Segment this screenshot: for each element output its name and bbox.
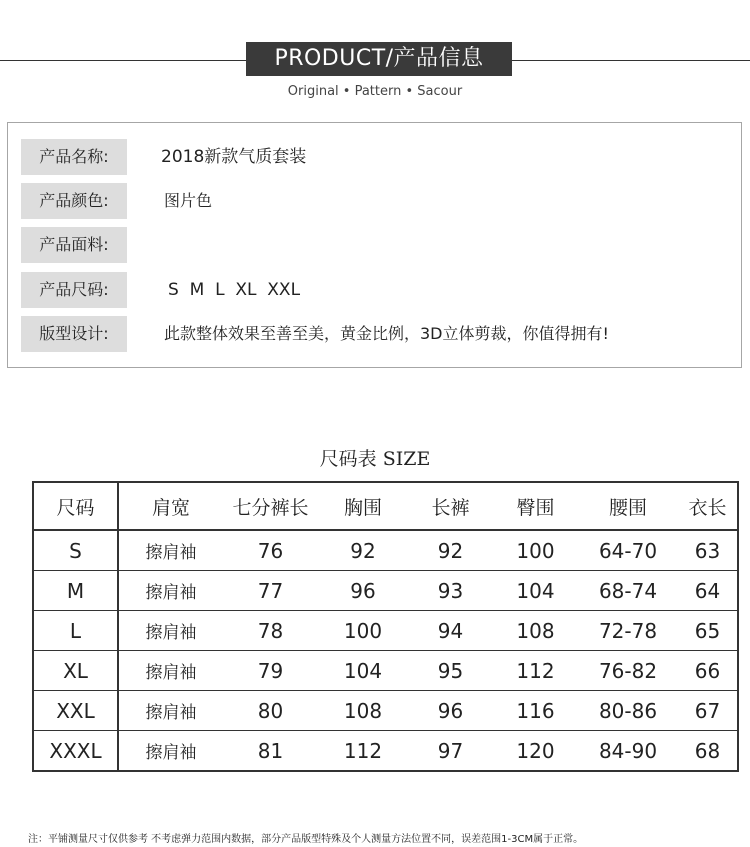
header-cell: 腰围 <box>578 482 678 530</box>
table-cell: 63 <box>678 530 738 571</box>
size-table-header <box>33 482 738 530</box>
table-cell: 68 <box>678 731 738 772</box>
table-cell: 112 <box>493 651 578 691</box>
table-cell: 104 <box>318 651 408 691</box>
size-cell: M <box>33 571 118 611</box>
table-cell: 116 <box>493 691 578 731</box>
table-cell: 擦肩袖 <box>118 691 223 731</box>
table-row <box>33 691 738 731</box>
table-cell: 100 <box>318 611 408 651</box>
info-value: 此款整体效果至善至美，黄金比例，3D立体剪裁，你值得拥有! <box>164 324 609 343</box>
info-value: S M L XL XXL <box>168 280 301 300</box>
info-value: 图片色 <box>164 191 213 210</box>
table-cell: 96 <box>318 571 408 611</box>
table-cell: 104 <box>493 571 578 611</box>
page-title: PRODUCT/产品信息 <box>246 42 512 76</box>
header-cell: 衣长 <box>678 482 738 530</box>
header-cell: 尺码 <box>33 482 118 530</box>
title-divider-right <box>512 60 750 61</box>
table-cell: 79 <box>223 651 318 691</box>
table-row <box>33 651 738 691</box>
table-cell: 76 <box>223 530 318 571</box>
table-cell: 72-78 <box>578 611 678 651</box>
size-cell: XXL <box>33 691 118 731</box>
size-title-cn: 尺码表 <box>319 448 377 470</box>
table-cell: 76-82 <box>578 651 678 691</box>
table-row <box>33 611 738 651</box>
table-cell: 93 <box>408 571 493 611</box>
size-cell: XL <box>33 651 118 691</box>
table-cell: 100 <box>493 530 578 571</box>
table-row <box>33 530 738 571</box>
table-cell: 120 <box>493 731 578 772</box>
table-cell: 81 <box>223 731 318 772</box>
size-cell: XXXL <box>33 731 118 772</box>
size-cell: S <box>33 530 118 571</box>
table-cell: 64 <box>678 571 738 611</box>
table-cell: 64-70 <box>578 530 678 571</box>
table-cell: 94 <box>408 611 493 651</box>
table-cell: 擦肩袖 <box>118 611 223 651</box>
size-title-en: SIZE <box>382 448 431 470</box>
table-cell: 擦肩袖 <box>118 731 223 772</box>
table-cell: 92 <box>408 530 493 571</box>
table-cell: 擦肩袖 <box>118 651 223 691</box>
table-cell: 67 <box>678 691 738 731</box>
size-cell: L <box>33 611 118 651</box>
table-row <box>33 731 738 772</box>
table-cell: 84-90 <box>578 731 678 772</box>
table-cell: 95 <box>408 651 493 691</box>
table-cell: 擦肩袖 <box>118 571 223 611</box>
title-divider-left <box>0 60 246 61</box>
product-info-panel <box>7 122 742 368</box>
info-label: 产品颜色: <box>21 183 127 219</box>
size-table-title <box>0 444 750 471</box>
header-cell: 七分裤长 <box>223 482 318 530</box>
info-label: 产品尺码: <box>21 272 127 308</box>
header-cell: 胸围 <box>318 482 408 530</box>
table-cell: 96 <box>408 691 493 731</box>
table-cell: 擦肩袖 <box>118 530 223 571</box>
header-cell: 长裤 <box>408 482 493 530</box>
table-cell: 112 <box>318 731 408 772</box>
table-cell: 108 <box>318 691 408 731</box>
table-cell: 80 <box>223 691 318 731</box>
header-cell: 臀围 <box>493 482 578 530</box>
table-cell: 77 <box>223 571 318 611</box>
table-cell: 68-74 <box>578 571 678 611</box>
info-label: 版型设计: <box>21 316 127 352</box>
page-subtitle: Original • Pattern • Sacour <box>287 84 463 99</box>
table-cell: 66 <box>678 651 738 691</box>
table-row <box>33 571 738 611</box>
table-cell: 65 <box>678 611 738 651</box>
table-cell: 108 <box>493 611 578 651</box>
header-cell: 肩宽 <box>118 482 223 530</box>
table-cell: 92 <box>318 530 408 571</box>
table-cell: 97 <box>408 731 493 772</box>
size-table <box>32 481 739 772</box>
table-cell: 80-86 <box>578 691 678 731</box>
info-label: 产品名称: <box>21 139 127 175</box>
table-cell: 78 <box>223 611 318 651</box>
info-label: 产品面料: <box>21 227 127 263</box>
measurement-note: 注：平铺测量尺寸仅供参考 不考虑弹力范围内数据，部分产品版型特殊及个人测量方法位置不同，误差范围1-3CM属于正常。 <box>28 834 584 845</box>
info-value: 2018新款气质套装 <box>161 147 307 167</box>
